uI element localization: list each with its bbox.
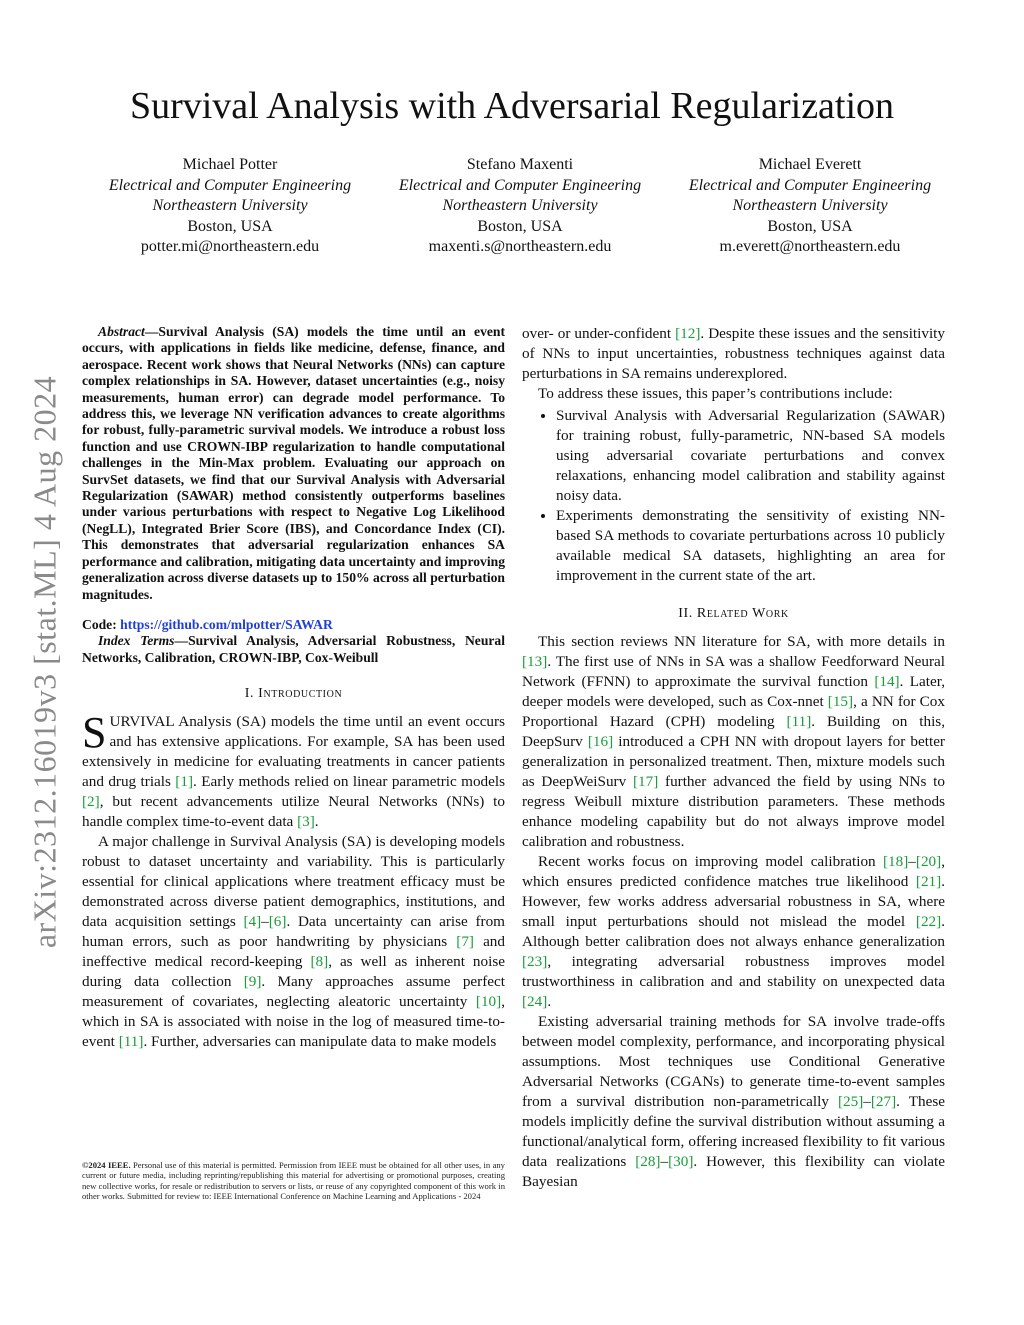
citation-link[interactable]: [7] [456,933,474,951]
dropcap: S [82,708,107,758]
citation-link[interactable]: [27] [870,1093,897,1110]
text-segment: . [547,993,552,1010]
author-univ: Northeastern University [152,197,308,214]
author-email: m.everett@northeastern.edu [719,238,901,255]
text-segment: and ineffective medical record-keeping [82,933,505,971]
text-segment: , but recent advancements utilize Neural Networks (NNs) to handle complex time-to-event data [82,793,505,831]
text-segment: , integrating adversarial robustness improves model trustworthiness in calibration and and stability on unexpected data [522,953,945,990]
list-item: • Experiments demonstrating the sensitivity of existing NN-based SA methods to covariate perturbations across 10 publicly available medical SA datasets, highlighting an area for improvement in the current state of the art. [556,506,945,586]
author-email: potter.mi@northeastern.edu [140,238,320,255]
author-1 [90,155,370,258]
citation-link[interactable]: [8] [310,953,329,971]
text-segment: introduced a CPH NN with dropout layers for better generalization in personalized treatment. Then, mixture models such as DeepWeiSurv [522,733,945,790]
text-segment: – [908,853,916,870]
author-dept: Electrical and Computer Engineering [398,176,642,194]
citation-link[interactable]: [12] [675,325,701,342]
citation-link[interactable]: [2] [82,793,100,811]
citation-link[interactable]: [30] [668,1153,694,1170]
text-segment: . Data uncertainty can arise from human errors, such as poor handwriting by physicians [82,913,505,951]
copyright-footnote [82,1160,505,1202]
author-name: Michael Potter [182,156,278,173]
citation-link[interactable]: [17] [632,773,659,790]
related-paragraph-1 [522,632,945,852]
text-segment: – [863,1093,871,1110]
text-segment: Recent works focus on improving model calibration [538,853,883,870]
text-segment: . Despite these issues and the sensitivity of NNs to input uncertainties, robustness techniques against data perturbations in SA remains underexplored. [522,325,945,382]
index-terms-lead: Index Terms [98,633,175,649]
text-segment: . Although better calibration does not always enhance generalization [522,913,945,950]
text-segment: Existing adversarial training methods for SA involve trade-offs between model complexity, performance, and incorporating physical assumptions. Most techniques use Conditional Generative Adversarial Networks (CGANs) to generate time-to-event samples from a survival distribution non-parametrically [522,1013,945,1110]
text-segment: , as well as inherent noise during data collection [82,953,505,991]
paper-title: Survival Analysis with Adversarial Regularization [129,85,895,127]
text-segment: This section reviews NN literature for SA, with more details in [538,633,945,650]
author-univ: Northeastern University [442,197,598,214]
text-segment: . These models implicitly define the survival distribution without assuming a functional/analytical form, offering increased flexibility to fit various data realizations [522,1093,945,1170]
text-segment: . The first use of NNs in SA was a shallow Feedforward Neural Network (FFNN) to approximate the survival function [522,653,945,690]
right-column [522,324,945,1192]
section-heading-introduction: I. Introduction [244,686,343,702]
arxiv-identifier: arXiv:2312.16019v3 [stat.ML] 4 Aug 2024 [26,375,63,949]
citation-link[interactable]: [11] [118,1033,144,1051]
citation-link[interactable]: [11] [786,713,812,730]
index-terms-text: —Survival Analysis, Adversarial Robustness, Neural Networks, Calibration, CROWN-IBP, Cox-Weibull [82,633,505,665]
citation-link[interactable]: [1] [175,773,194,791]
footnote-copyright: ©2024 IEEE. [82,1160,131,1170]
citation-link[interactable]: [10] [475,993,502,1011]
citation-link[interactable]: [9] [243,973,262,991]
author-city: Boston, USA [767,217,853,235]
intro-paragraph-2 [82,832,505,1052]
author-dept: Electrical and Computer Engineering [688,176,932,194]
citation-link[interactable]: [6] [268,913,287,931]
author-name: Michael Everett [758,156,862,173]
related-paragraph-3 [522,1012,945,1192]
list-item: • Survival Analysis with Adversarial Regularization (SAWAR) for training robust, fully-parametric, NN-based SA models using adversarial covariate perturbations and convex relaxations, enhancing model calibration and stability against noisy data. [556,406,945,506]
text-segment: . However, this flexibility can violate Bayesian [522,1153,945,1190]
abstract-text: —Survival Analysis (SA) models the time until an event occurs, with applications in fields like medicine, defense, finance, and aerospace. Recent work shows that Neural Networks (NNs) can capture complex relationships in SA. However, dataset uncertainties (e.g., noisy measurements, human error) can degrade model performance. To address this, we leverage NN verification advances to create algorithms for robust, fully-parametric survival models. We introduce a robust loss function and use CROWN-IBP regularization to handle computational challenges in the Min-Max problem. Evaluating our approach on SurvSet datasets, we find that our Survival Analysis with Adversarial Regularization (SAWAR) method consistently outperforms baselines under various perturbations with respect to Negative Log Likelihood (NegLL), Integrated Brier Score (IBS), and Concordance Index (CI). This demonstrates that adversarial regularization enhances SA performance and calibration, mitigating data uncertainty and improving generalization across diverse datasets up to 150% across all perturbation magnitudes. [82,324,505,602]
text-segment: , which ensures predicted confidence matches true likelihood [522,853,945,890]
contributions-list [522,406,945,586]
text-segment: . [314,813,319,831]
author-univ: Northeastern University [732,197,888,214]
citation-link[interactable]: [20] [915,853,942,870]
author-2 [380,155,660,258]
citation-link[interactable]: [3] [297,813,315,831]
author-email: maxenti.s@northeastern.edu [428,238,612,255]
abstract-lead: Abstract [98,324,145,339]
author-3 [670,155,950,258]
abstract [82,324,505,603]
author-name: Stefano Maxenti [466,156,574,173]
text-segment: A major challenge in Survival Analysis (SA) is developing models robust to dataset uncertainty and variability. This is particularly essential for clinical applications where treatment efficacy must be demonstrated across diverse patient demographics, institutions, and data acquisition settings [82,833,505,931]
related-paragraph-2 [522,852,945,1012]
index-terms [82,633,505,666]
intro-paragraph-3 [522,324,945,384]
text-segment: , a NN for Cox Proportional Hazard (CPH) modeling [522,693,945,730]
citation-link[interactable]: [15] [827,693,854,710]
citation-link[interactable]: [14] [874,673,900,690]
contributions-intro: To address these issues, this paper’s contributions include: [538,385,893,402]
citation-link[interactable]: [18] [882,853,909,870]
citation-link[interactable]: [16] [587,733,614,750]
author-city: Boston, USA [187,217,273,235]
text-segment: . Further, adversaries can manipulate data to make models [143,1033,497,1051]
left-column [82,324,505,1052]
text-segment: – [660,1153,669,1170]
section-heading-related-work: II. Related Work [678,606,789,621]
citation-link[interactable]: [13] [522,653,548,670]
footnote-text: Personal use of this material is permitted. Permission from IEEE must be obtained for all other uses, in any current or future media, including reprinting/republishing this material for advertising or promotional purposes, creating new collective works, for resale or redistribution to servers or lists, or reuse of any copyrighted component of this work in other works. Submitted for review to: IEEE International Conference on Machine Learning and Applications - 2024 [82,1160,505,1202]
text-segment: . Building on this, DeepSurv [522,713,945,750]
text-segment: . However, few works address adversarial robustness in SA, where small input perturbations should not mislead the model [522,873,945,930]
text-segment: URVIVAL Analysis (SA) models the time until an event occurs and has extensive applications. For example, SA has been used extensively in medicine for evaluating treatments in cancer patients and drug trials [82,713,505,791]
citation-link[interactable]: [4] [243,913,262,931]
author-dept: Electrical and Computer Engineering [108,176,352,194]
text-segment: – [261,913,269,931]
citation-link[interactable]: [21] [915,873,942,890]
text-segment: . Early methods relied on linear parametric models [193,773,505,791]
text-segment: , which in SA is associated with noise in the log of measured time-to-event [82,993,505,1051]
code-label: Code: [82,616,117,632]
text-segment: further advanced the field by using NNs to regress Weibull mixture distribution parameters. These methods enhance modeling capability but do not always improve model calibration and robustness. [522,773,945,850]
code-link[interactable]: https://github.com/mlpotter/SAWAR [120,616,333,632]
citation-link[interactable]: [25] [837,1093,864,1110]
author-city: Boston, USA [477,217,563,235]
intro-paragraph-1 [82,708,505,832]
citation-link[interactable]: [24] [522,993,548,1010]
citation-link[interactable]: [23] [522,953,548,970]
text-segment: over- or under-confident [522,325,676,342]
citation-link[interactable]: [22] [915,913,942,930]
citation-link[interactable]: [28] [635,1153,661,1170]
text-segment: . Later, deeper models were developed, such as Cox-nnet [522,673,945,710]
code-line [82,617,505,633]
text-segment: . Many approaches assume perfect measurement of covariates, neglecting aleatoric uncertainty [82,973,505,1011]
author-block [90,155,950,258]
